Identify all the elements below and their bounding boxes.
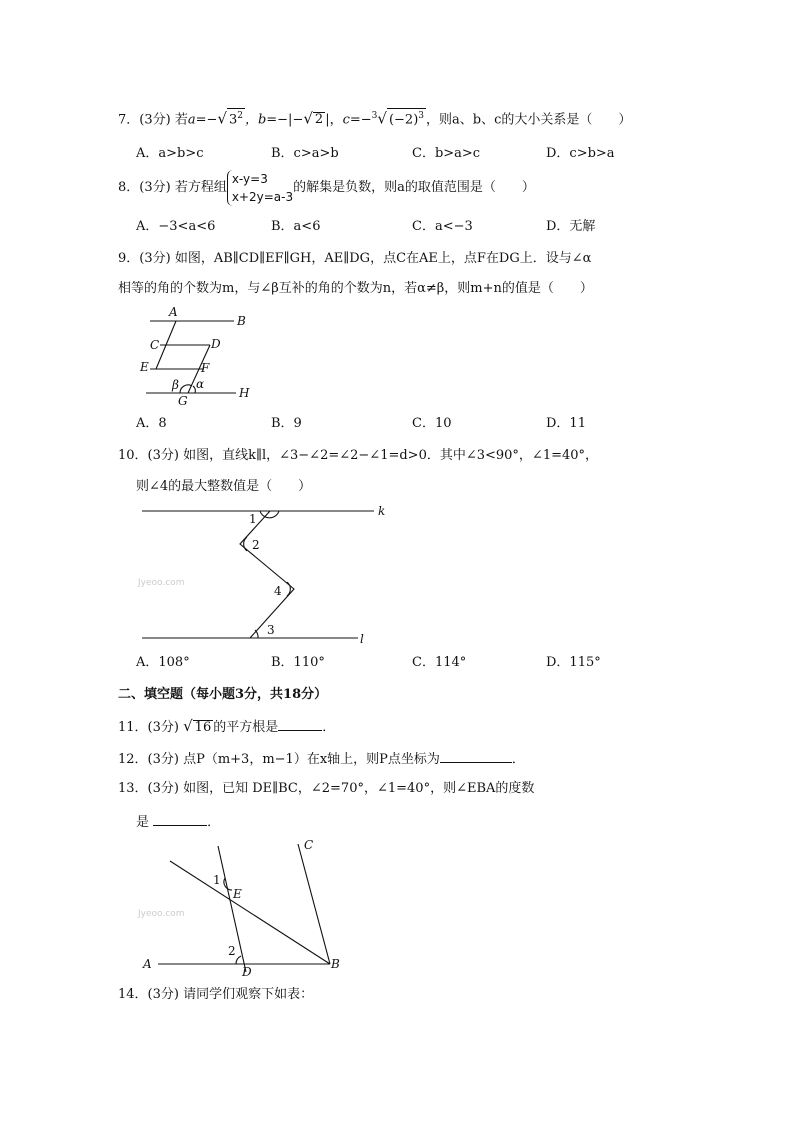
q7-prefix: 7．(3分) 若 — [118, 112, 188, 128]
watermark: Jyeoo.com — [138, 578, 185, 588]
q7-c-expr: c=− — [342, 112, 372, 128]
sqrt-sign: √ — [303, 109, 313, 128]
q9-option-b[interactable]: B．9 — [271, 416, 302, 431]
q9-stem-line2: 相等的角的个数为m，与∠β互补的角的个数为n，若α≠β，则m+n的值是（ ） — [118, 281, 593, 296]
q7-c-radicand: $(-2)^3$ — [387, 108, 426, 127]
q8-eq2: x+2y=a-3 — [231, 190, 294, 204]
q11-stem: 11．(3分) √ 16 的平方根是 ． — [118, 717, 336, 735]
q11-radicand: 16 — [194, 720, 212, 735]
q7-stem — [118, 107, 631, 129]
label-a: A — [143, 957, 152, 971]
q8-options — [136, 218, 696, 236]
label-d: D — [211, 337, 221, 351]
q9-option-a[interactable]: A．8 — [136, 416, 167, 431]
q10-stem-line2: 则∠4的最大整数值是（ ） — [136, 479, 312, 494]
zigzag-line — [240, 511, 294, 638]
label-c: C — [304, 838, 314, 852]
q7-c-index: 3 — [371, 111, 378, 121]
label-k: k — [378, 504, 386, 518]
label-a: A — [169, 305, 178, 319]
q13-stem-line1: 13．(3分) 如图，已知 DE∥BC，∠2=70°，∠1=40°，则∠EBA的度数 — [118, 781, 535, 796]
q14-stem: 14．(3分) 请同学们观察下如表： — [118, 987, 314, 1002]
label-e: E — [140, 360, 149, 374]
q7-a-expr: a=− — [187, 112, 218, 128]
section-heading-fill-in: 二、填空题（每小题3分，共18分） — [118, 687, 328, 702]
q12-answer-blank[interactable] — [440, 748, 512, 763]
cbrt-sign: √ — [377, 109, 387, 128]
q7-options — [136, 145, 696, 163]
q8-option-b[interactable]: B．a<6 — [271, 219, 321, 234]
q8-stem — [118, 170, 535, 206]
label-alpha: α — [196, 377, 205, 391]
label-angle-2: 2 — [252, 538, 260, 552]
q9-figure — [136, 304, 266, 408]
q7-a-radicand: $3^2$ — [227, 108, 245, 127]
q8-prefix: 8．(3分) 若方程组 — [118, 180, 227, 195]
label-h: H — [239, 386, 250, 400]
q10-option-b[interactable]: B．110° — [271, 655, 325, 670]
label-angle-4: 4 — [274, 584, 282, 598]
q13-figure — [136, 834, 352, 982]
angle-2-arc — [236, 956, 241, 964]
q8-eq1: x-y=3 — [231, 172, 268, 186]
q12-stem: 12．(3分) 点P（m+3，m−1）在x轴上，则P点坐标为 ． — [118, 748, 525, 769]
q8-option-d[interactable]: D．无解 — [546, 219, 596, 234]
q9-option-c[interactable]: C．10 — [412, 416, 452, 431]
label-f: F — [201, 361, 210, 375]
q9-options — [136, 415, 696, 433]
angle-3-arc — [255, 630, 258, 638]
q13-stem-line2: 是 ． — [136, 811, 220, 832]
q7-option-d[interactable]: D．c>b>a — [546, 146, 615, 161]
q8-option-c[interactable]: C．a<−3 — [412, 219, 473, 234]
sqrt-sign: √ — [217, 109, 227, 128]
q10-option-a[interactable]: A．108° — [136, 655, 190, 670]
q7-b-expr: ，b=−|− — [244, 112, 304, 128]
q7-option-c[interactable]: C．b>a>c — [412, 146, 481, 161]
sqrt-sign: √ — [183, 717, 193, 735]
q10-option-c[interactable]: C．114° — [412, 655, 467, 670]
q9-stem-line1: 9．(3分) 如图，AB∥CD∥EF∥GH，AE∥DG，点C在AE上，点F在DG上．设与∠α — [118, 251, 592, 266]
q7-option-a[interactable]: A．a>b>c — [136, 146, 204, 161]
q7-option-b[interactable]: B．c>a>b — [271, 146, 339, 161]
label-angle-1: 1 — [213, 873, 221, 887]
label-angle-3: 3 — [267, 623, 275, 637]
q11-answer-blank[interactable] — [278, 716, 322, 731]
q10-stem-line1: 10．(3分) 如图，直线k∥l，∠3−∠2=∠2−∠1=d>0．其中∠3<90°，∠1=40°， — [118, 448, 599, 463]
q10-option-d[interactable]: D．115° — [546, 655, 601, 670]
q8-suffix: 的解集是负数，则a的取值范围是（ ） — [293, 180, 535, 195]
q13-answer-blank[interactable] — [153, 811, 207, 826]
q10-figure — [136, 500, 396, 648]
q10-options — [136, 654, 696, 672]
label-b: B — [331, 957, 340, 971]
q8-equation-system — [227, 170, 293, 206]
label-d: D — [242, 965, 252, 979]
label-b: B — [237, 314, 246, 328]
label-angle-1: 1 — [249, 512, 257, 526]
label-l: l — [360, 632, 364, 646]
q7-b-tail: |， — [325, 112, 343, 128]
q9-option-d[interactable]: D．11 — [546, 416, 586, 431]
label-beta: β — [172, 378, 179, 392]
label-g: G — [178, 394, 188, 408]
line-through-e-b — [170, 861, 330, 964]
q7-suffix: ，则a、b、c的大小关系是（ ） — [426, 112, 632, 128]
watermark: Jyeoo.com — [138, 909, 185, 919]
q7-b-radicand: 2 — [314, 112, 324, 128]
label-e: E — [233, 887, 242, 901]
label-angle-2: 2 — [228, 944, 236, 958]
q8-option-a[interactable]: A．−3<a<6 — [136, 219, 216, 234]
label-c: C — [150, 338, 160, 352]
